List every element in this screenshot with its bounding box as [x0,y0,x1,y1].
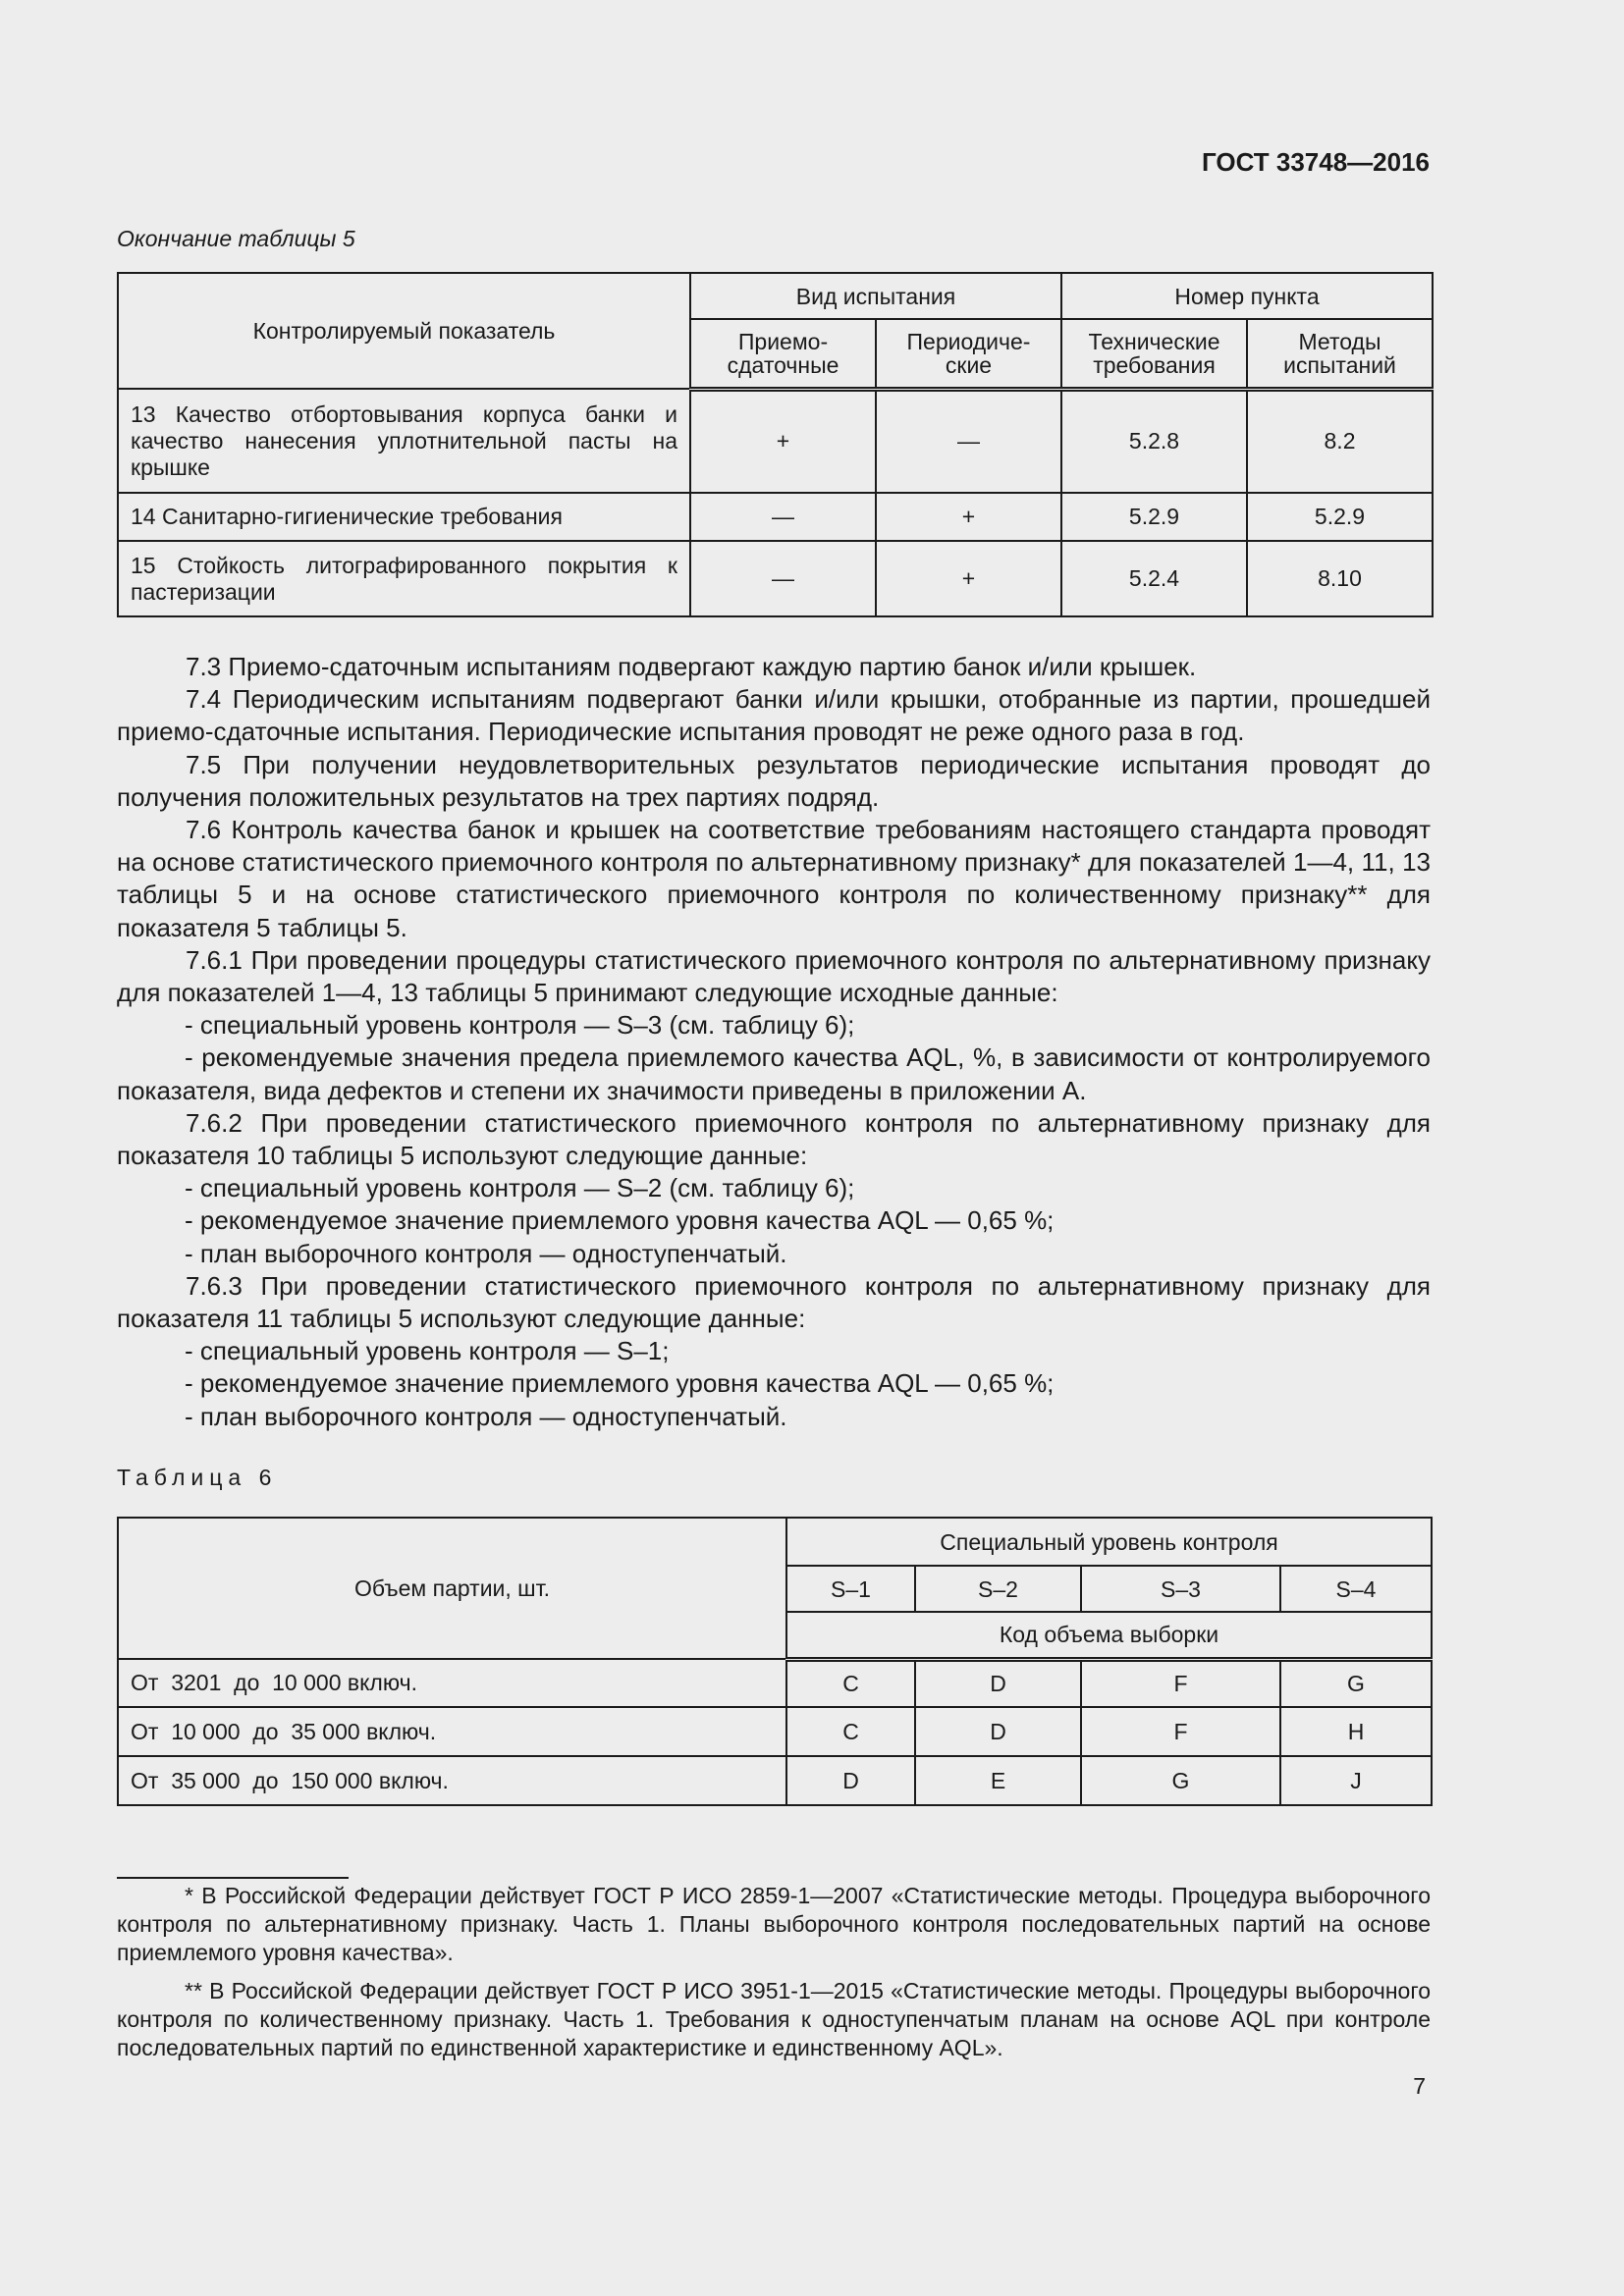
header-s2: S–2 [915,1566,1081,1612]
document-code: ГОСТ 33748—2016 [1202,147,1430,177]
cell-periodic: + [876,541,1061,616]
cell-s2: D [915,1659,1081,1707]
page-number: 7 [1413,2073,1426,2099]
table-5 [117,272,1434,617]
cell-indicator: 14 Санитарно-гигиенические требования [118,493,690,541]
header-clause-number: Номер пункта [1061,273,1433,319]
list-item: - рекомендуемое значение приемлемого уровня качества AQL — 0,65 %; [185,1368,1055,1399]
table5-continuation-caption: Окончание таблицы 5 [117,226,355,251]
footnote-1-text: * В Российской Федерации действует ГОСТ Р ИСО 2859-1—2007 «Статистические методы. Процедура выборочного контроля по альтернативному признаку. Часть 1. Планы выборочного контроля последовательных партий на основе приемлемого уровня качества». [117,1883,1431,1965]
table-row [118,541,1433,616]
cell-tech-req: 5.2.8 [1061,389,1247,493]
cell-lot: От 3201 до 10 000 включ. [118,1659,786,1707]
cell-s1: D [786,1756,915,1805]
header-test-methods: Методы испытаний [1247,319,1433,389]
cell-acceptance: — [690,493,876,541]
header-special-level: Специальный уровень контроля [786,1518,1432,1566]
header-test-type: Вид испытания [690,273,1061,319]
table-row [118,1707,1432,1756]
cell-methods: 8.10 [1247,541,1433,616]
cell-s1: C [786,1659,915,1707]
cell-s4: H [1280,1707,1432,1756]
table-row [118,493,1433,541]
cell-s4: J [1280,1756,1432,1805]
header-indicator: Контролируемый показатель [118,273,690,389]
cell-lot: От 10 000 до 35 000 включ. [118,1707,786,1756]
list-item: - специальный уровень контроля — S–2 (см. таблицу 6); [185,1173,855,1203]
cell-acceptance: + [690,389,876,493]
cell-s3: G [1081,1756,1280,1805]
cell-periodic: — [876,389,1061,493]
paragraph-7-6-3: 7.6.3 При проведении статистического приемочного контроля по альтернативному признаку для показателя 11 таблицы 5 используют следующие данные: [117,1270,1431,1334]
cell-s3: F [1081,1707,1280,1756]
cell-periodic: + [876,493,1061,541]
footnote-1 [117,1882,1431,1967]
paragraph-7-6-1: 7.6.1 При проведении процедуры статистического приемочного контроля по альтернативному признаку для показателей 1—4, 13 таблицы 5 принимают следующие исходные данные: [117,944,1431,1008]
footnote-2-text: ** В Российской Федерации действует ГОСТ Р ИСО 3951-1—2015 «Статистические методы. Процедуры выборочного контроля по количественному признаку. Часть 1. Требования к одноступенчатым планам на основе AQL при контроле последовательных партий по единственной характеристике и единственному AQL». [117,1978,1431,2060]
paragraph-7-4: 7.4 Периодическим испытаниям подвергают банки и/или крышки, отобранные из партии, прошедшей приемо-сдаточные испытания. Периодические испытания проводят не реже одного раза в год. [117,684,1431,747]
list-item: - рекомендуемое значение приемлемого уровня качества AQL — 0,65 %; [185,1205,1055,1236]
footnote-divider [117,1877,349,1879]
header-periodic: Периодиче- ские [876,319,1061,389]
cell-s4: G [1280,1659,1432,1707]
list-item: - план выборочного контроля — одноступенчатый. [185,1238,787,1268]
list-item: - специальный уровень контроля — S–3 (см. таблицу 6); [185,1010,855,1041]
table6-title: Таблица 6 [117,1465,278,1490]
cell-s1: C [786,1707,915,1756]
cell-s2: E [915,1756,1081,1805]
cell-tech-req: 5.2.4 [1061,541,1247,616]
list-item: - план выборочного контроля — одноступенчатый. [185,1401,787,1431]
cell-indicator: 15 Стойкость литографированного покрытия к пастеризации [118,541,690,616]
header-lot-size: Объем партии, шт. [118,1518,786,1659]
cell-acceptance: — [690,541,876,616]
header-sample-code: Код объема выборки [786,1612,1432,1659]
header-tech-req: Технические требования [1061,319,1247,389]
paragraph-7-6: 7.6 Контроль качества банок и крышек на соответствие требованиям настоящего стандарта проводят на основе статистического приемочного контроля по альтернативному признаку* для показателей 1—4, 11, 13 таблицы 5 и на основе статистического приемочного контроля по количественному признаку** для показателя 5 таблицы 5. [117,815,1431,942]
table-row [118,1756,1432,1805]
list-item: - рекомендуемые значения предела приемлемого качества AQL, %, в зависимости от контролируемого показателя, вида дефектов и степени их значимости приведены в приложении А. [117,1042,1431,1105]
cell-indicator: 13 Качество отбортовывания корпуса банки и качество нанесения уплотнительной пасты на крышке [118,389,690,493]
list-item: - специальный уровень контроля — S–1; [185,1336,670,1366]
table-6 [117,1517,1433,1806]
cell-lot: От 35 000 до 150 000 включ. [118,1756,786,1805]
footnote-2 [117,1977,1431,2062]
cell-methods: 8.2 [1247,389,1433,493]
cell-methods: 5.2.9 [1247,493,1433,541]
table-row [118,1659,1432,1707]
cell-tech-req: 5.2.9 [1061,493,1247,541]
table-row [118,389,1433,493]
header-s1: S–1 [786,1566,915,1612]
cell-s3: F [1081,1659,1280,1707]
paragraph-7-3: 7.3 Приемо-сдаточным испытаниям подвергают каждую партию банок и/или крышек. [186,652,1197,681]
header-acceptance: Приемо- сдаточные [690,319,876,389]
header-s4: S–4 [1280,1566,1432,1612]
header-s3: S–3 [1081,1566,1280,1612]
paragraph-7-6-2: 7.6.2 При проведении статистического приемочного контроля по альтернативному признаку для показателя 10 таблицы 5 используют следующие данные: [117,1107,1431,1171]
cell-s2: D [915,1707,1081,1756]
paragraph-7-5: 7.5 При получении неудовлетворительных результатов периодические испытания проводят до получения положительных результатов на трех партиях подряд. [117,749,1431,812]
body-text [117,651,1431,1433]
